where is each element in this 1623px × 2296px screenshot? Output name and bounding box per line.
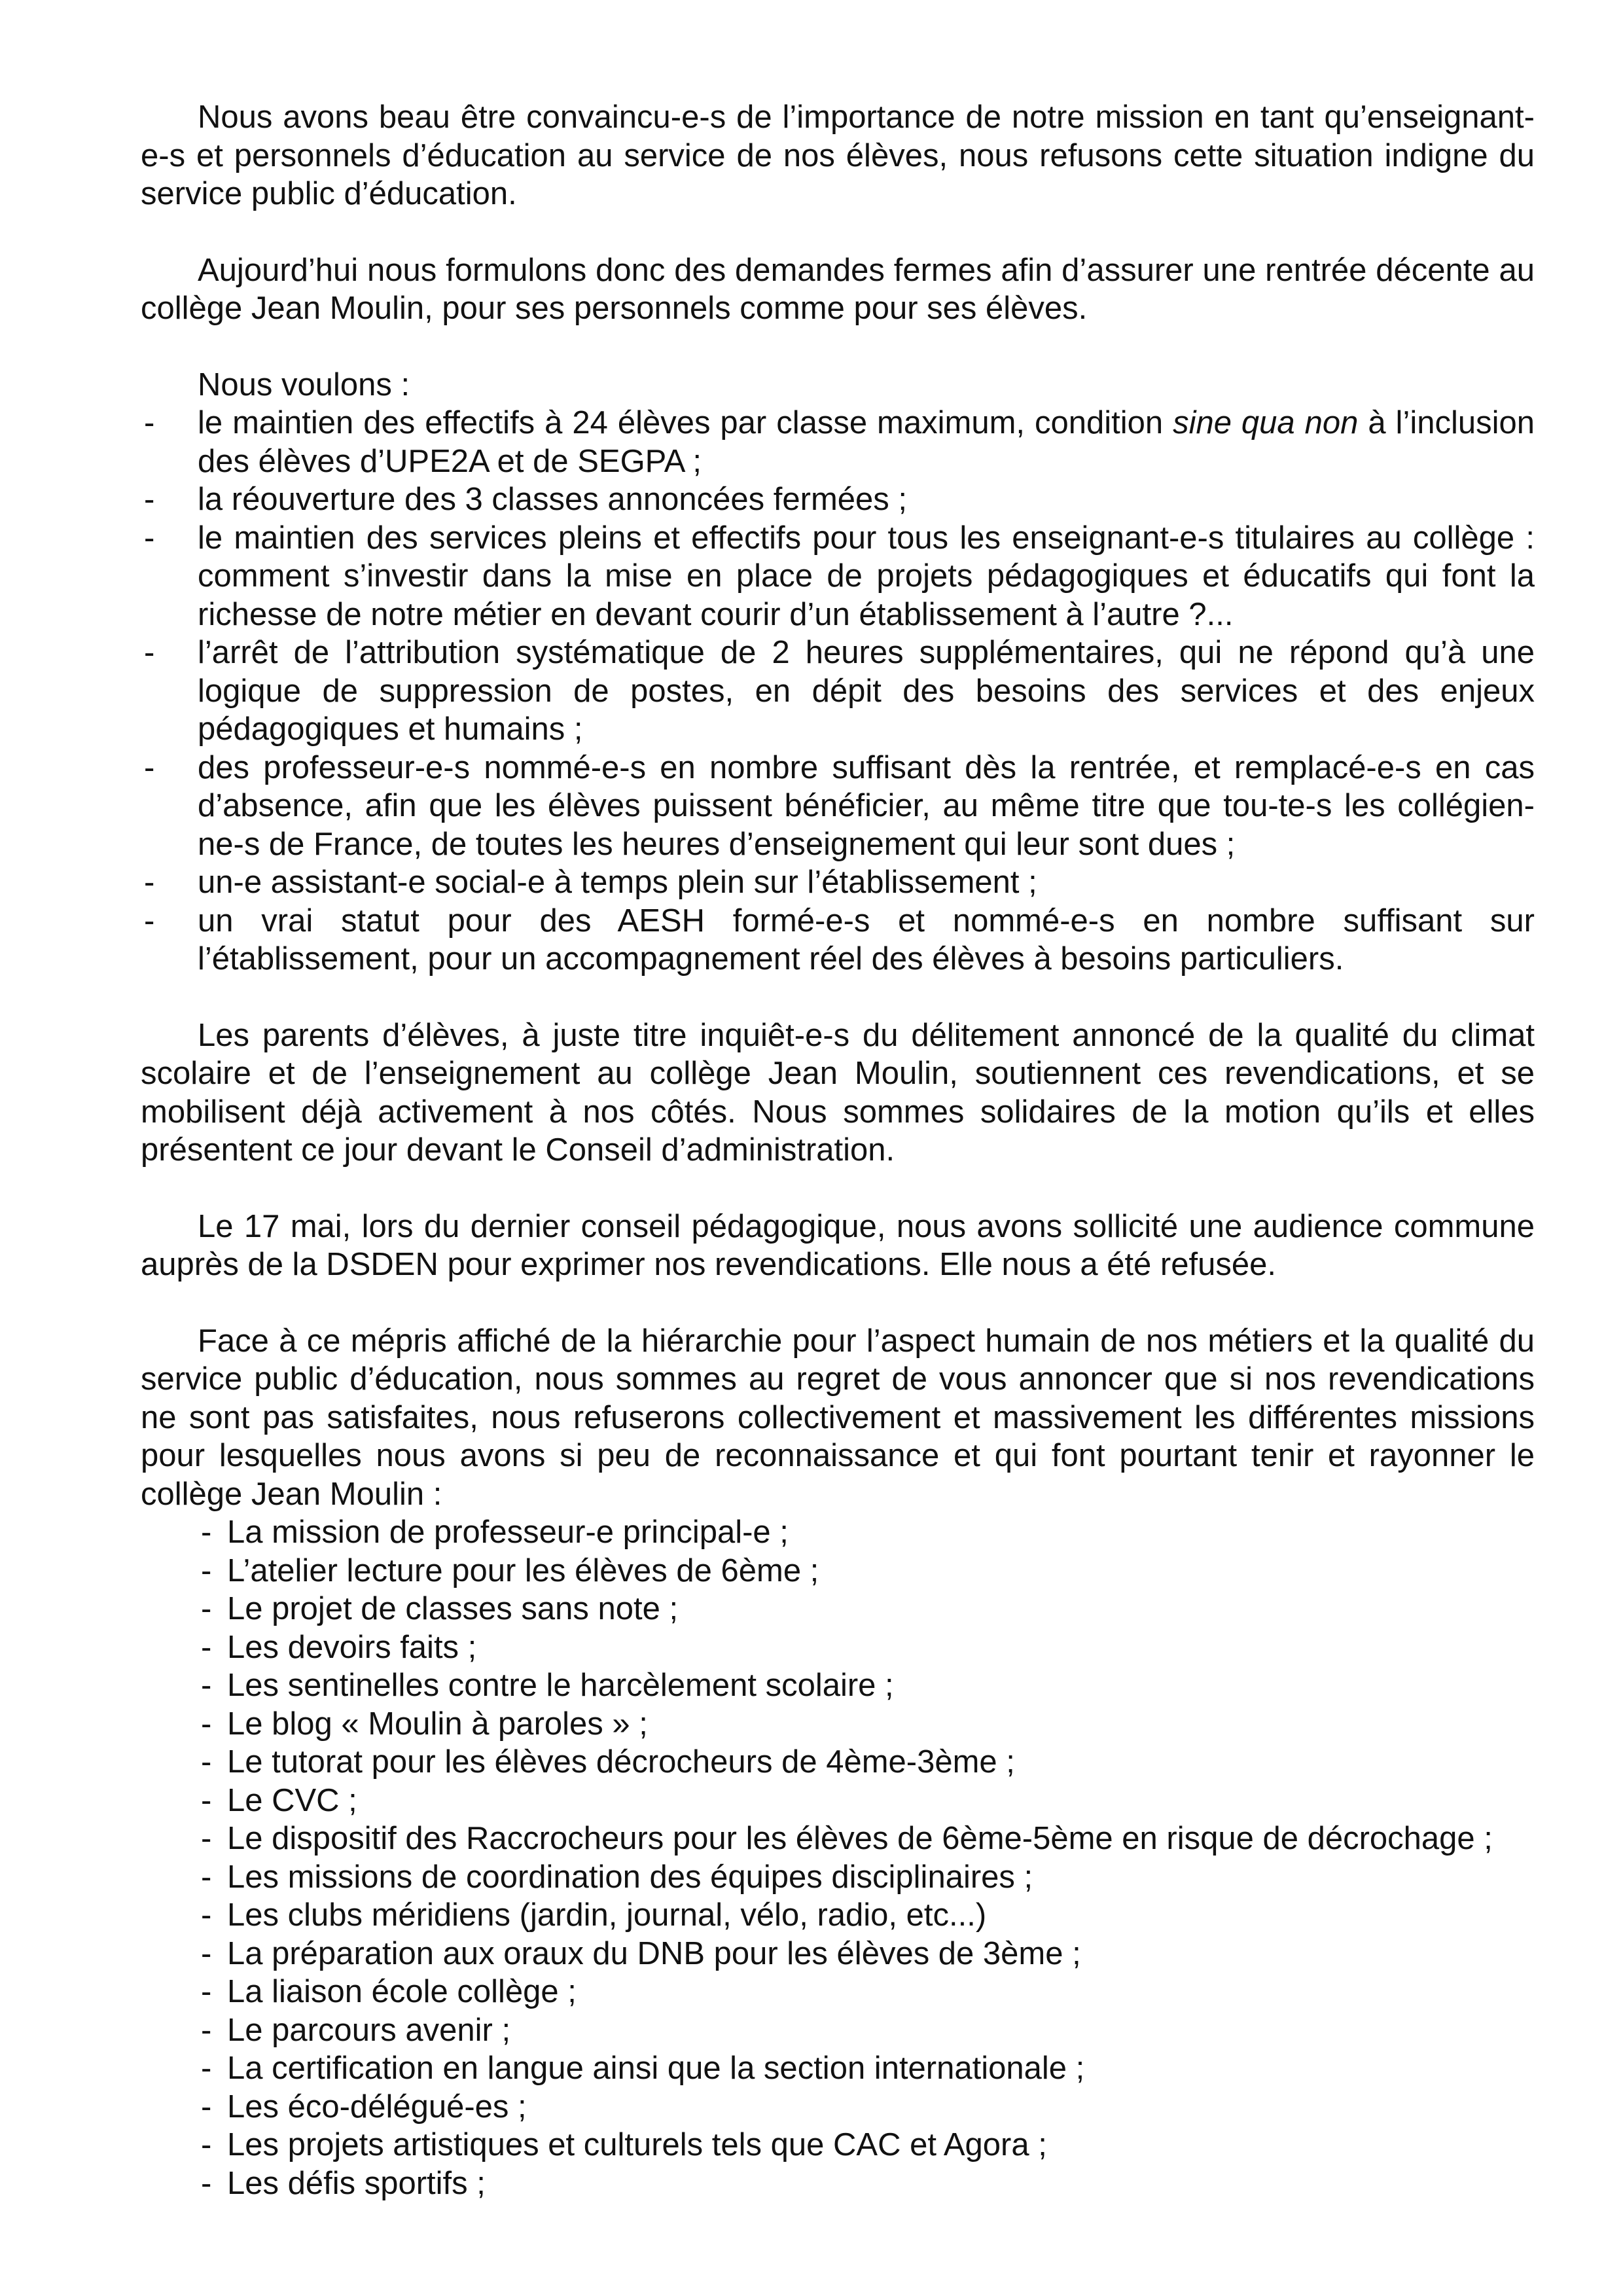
- mission-label: Les devoirs faits ;: [227, 1629, 477, 1665]
- mission-label: Les projets artistiques et culturels tels que CAC et Agora ;: [227, 2127, 1047, 2162]
- list-item: [141, 1628, 1535, 1667]
- mission-label: La préparation aux oraux du DNB pour les élèves de 3ème ;: [227, 1935, 1081, 1971]
- paragraph-parents: Les parents d’élèves, à juste titre inquiêt-e-s du délitement annoncé de la qualité du climat scolaire et de l’enseignement au collège Jean Moulin, soutiennent ces revendications, et se mobilisent déjà activement à nos côtés. Nous sommes solidaires de la motion qu’ils et elles présentent ce jour devant le Conseil d’administration.: [141, 1017, 1535, 1168]
- bullet-dash: -: [144, 520, 155, 556]
- document-page: [141, 98, 1535, 2202]
- latin-phrase: sine qua non: [1173, 405, 1359, 440]
- list-item: [141, 1782, 1535, 1820]
- list-item: [141, 1590, 1535, 1628]
- bullet-dash: -: [201, 1552, 212, 1588]
- bullet-dash: -: [144, 635, 155, 670]
- list-item: - un vrai statut pour des AESH formé-e-s et nommé-e-s en nombre suffisant sur l’établissement, pour un accompagnement réel des élèves à besoins particuliers.: [144, 903, 1535, 977]
- list-item: - la réouverture des 3 classes annoncées fermées ;: [141, 480, 1535, 519]
- mission-label: Les défis sportifs ;: [227, 2165, 486, 2201]
- bullet-dash: -: [144, 482, 155, 517]
- list-item: - des professeur-e-s nommé-e-s en nombre suffisant dès la rentrée, et remplacé-e-s en cas d’absence, afin que les élèves puissent bénéficier, au même titre que tou-te-s les collégien-ne-s de France, de toutes les heures d’enseignement qui leur sont dues ;: [144, 749, 1535, 862]
- list-item: [141, 1743, 1535, 1782]
- list-item: - le maintien des effectifs à 24 élèves par classe maximum, condition sine qua non à l’inclusion des élèves d’UPE2A et de SEGPA ;: [144, 405, 1535, 479]
- mission-label: La mission de professeur-e principal-e ;: [227, 1515, 789, 1550]
- mission-label: Les sentinelles contre le harcèlement scolaire ;: [227, 1668, 894, 1703]
- list-item: [141, 2049, 1535, 2088]
- list-item: [141, 1513, 1535, 1552]
- mission-label: Le parcours avenir ;: [227, 2012, 511, 2048]
- paragraph-mission: Nous avons beau être convaincu-e-s de l’importance de notre mission en tant qu’enseignant-e-s et personnels d’éducation au service de nos élèves, nous refusons cette situation indigne du service public d’éducation.: [141, 99, 1535, 211]
- bullet-dash: -: [144, 903, 155, 939]
- list-item: [141, 1666, 1535, 1705]
- mission-label: La liaison école collège ;: [227, 1974, 577, 2009]
- bullet-dash: -: [144, 865, 155, 900]
- list-item: [141, 1896, 1535, 1935]
- bullet-dash: -: [144, 749, 155, 785]
- missions-list: [141, 1513, 1535, 2202]
- list-item: - l’arrêt de l’attribution systématique de 2 heures supplémentaires, qui ne répond qu’à une logique de suppression de postes, en dépit des besoins des services et des enjeux pédagogiques et humains ;: [144, 635, 1535, 747]
- bullet-dash: -: [201, 2051, 212, 2086]
- list-item: [141, 1935, 1535, 1973]
- bullet-dash: -: [201, 1974, 212, 2009]
- list-item: [141, 2088, 1535, 2126]
- list-item: [141, 1973, 1535, 2011]
- mission-label: Le dispositif des Raccrocheurs pour les élèves de 6ème-5ème en risque de décrochage ;: [227, 1821, 1493, 1856]
- bullet-dash: -: [201, 2127, 212, 2162]
- bullet-dash: -: [201, 1591, 212, 1626]
- mission-label: Le CVC ;: [227, 1782, 357, 1818]
- mission-label: Les éco-délégué-es ;: [227, 2089, 527, 2125]
- mission-label: Le projet de classes sans note ;: [227, 1591, 679, 1626]
- mission-label: Le tutorat pour les élèves décrocheurs de 4ème-3ème ;: [227, 1744, 1015, 1780]
- bullet-dash: -: [201, 1744, 212, 1780]
- paragraph-demands-intro: Aujourd’hui nous formulons donc des demandes fermes afin d’assurer une rentrée décente au collège Jean Moulin, pour ses personnels comme pour ses élèves.: [141, 252, 1535, 326]
- bullet-dash: -: [201, 1859, 212, 1895]
- bullet-dash: -: [201, 1668, 212, 1703]
- demands-list: [141, 404, 1535, 978]
- bullet-dash: -: [201, 1706, 212, 1742]
- bullet-dash: -: [201, 2012, 212, 2048]
- bullet-dash: -: [201, 1515, 212, 1550]
- bullet-dash: -: [201, 2165, 212, 2201]
- list-item: [141, 2126, 1535, 2164]
- paragraph-audience: Le 17 mai, lors du dernier conseil pédagogique, nous avons sollicité une audience commune auprès de la DSDEN pour exprimer nos revendications. Elle nous a été refusée.: [141, 1208, 1535, 1282]
- mission-label: Les missions de coordination des équipes disciplinaires ;: [227, 1859, 1033, 1895]
- bullet-dash: -: [201, 1897, 212, 1933]
- mission-label: Les clubs méridiens (jardin, journal, vélo, radio, etc...): [227, 1897, 987, 1933]
- list-item: - un-e assistant-e social-e à temps plein sur l’établissement ;: [141, 863, 1535, 902]
- list-item: [141, 1820, 1535, 1858]
- paragraph-refusal: Face à ce mépris affiché de la hiérarchie pour l’aspect humain de nos métiers et la qualité du service public d’éducation, nous sommes au regret de vous annoncer que si nos revendications ne sont pas satisfaites, nous refuserons collectivement et massivement les différentes missions pour lesquelles nous avons si peu de reconnaissance et qui font pourtant tenir et rayonner le collège Jean Moulin :: [141, 1323, 1535, 1512]
- bullet-dash: -: [201, 1821, 212, 1856]
- mission-label: L’atelier lecture pour les élèves de 6ème ;: [227, 1552, 819, 1588]
- list-item: [141, 1705, 1535, 1744]
- list-item: [141, 2164, 1535, 2203]
- list-intro: Nous voulons :: [198, 367, 410, 403]
- bullet-dash: -: [144, 405, 155, 440]
- bullet-dash: -: [201, 1782, 212, 1818]
- mission-label: La certification en langue ainsi que la section internationale ;: [227, 2051, 1085, 2086]
- list-item: - le maintien des services pleins et effectifs pour tous les enseignant-e-s titulaires au collège : comment s’investir dans la mise en place de projets pédagogiques et éducatifs qui font la richesse de notre métier en devant courir d’un établissement à l’autre ?...: [144, 520, 1535, 632]
- list-item: [141, 2011, 1535, 2050]
- bullet-dash: -: [201, 1935, 212, 1971]
- list-item: [141, 1858, 1535, 1897]
- bullet-dash: -: [201, 1629, 212, 1665]
- mission-label: Le blog « Moulin à paroles » ;: [227, 1706, 648, 1742]
- bullet-dash: -: [201, 2089, 212, 2125]
- list-item: [141, 1552, 1535, 1590]
